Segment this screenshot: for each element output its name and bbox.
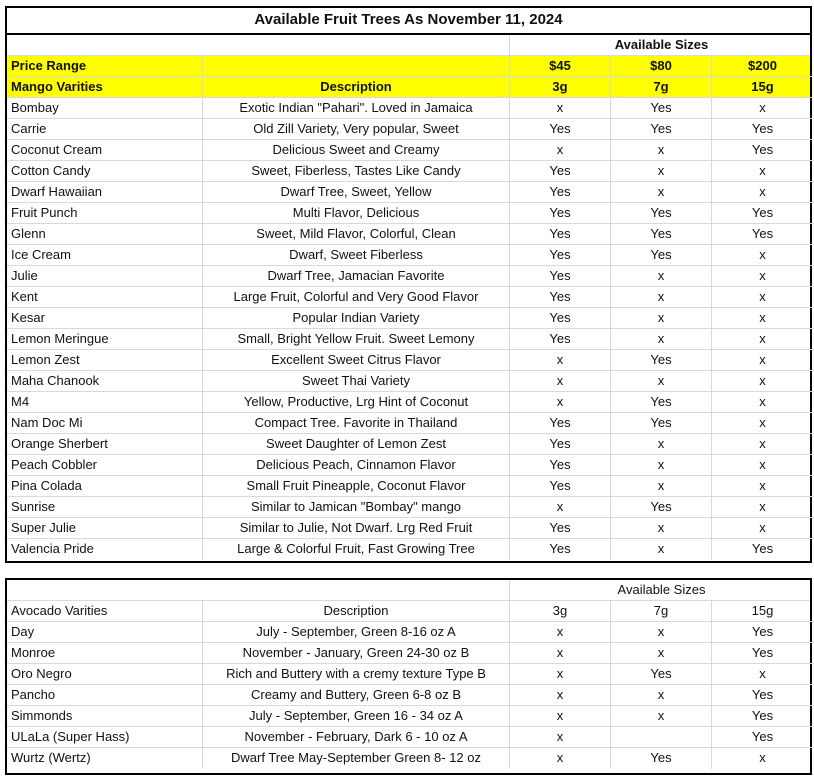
- variety-cell: Glenn: [7, 224, 203, 245]
- available-sizes-header: [7, 35, 810, 56]
- size-15g-cell: x: [712, 455, 813, 476]
- table-row: [7, 727, 810, 748]
- variety-cell: Orange Sherbert: [7, 434, 203, 455]
- size-7g-cell: x: [611, 371, 712, 392]
- size-3g-cell: x: [510, 727, 611, 748]
- size-7g-cell: Yes: [611, 748, 712, 769]
- mango-table-body: [7, 98, 810, 560]
- size-7g-cell: x: [611, 140, 712, 161]
- size-3g-cell: Yes: [510, 434, 611, 455]
- size-3g-cell: x: [510, 497, 611, 518]
- table-row: [7, 371, 810, 392]
- size-3g-cell: Yes: [510, 455, 611, 476]
- size-7g-cell: Yes: [611, 98, 712, 119]
- description-cell: November - February, Dark 6 - 10 oz A: [203, 727, 510, 748]
- size-15g-cell: x: [712, 287, 813, 308]
- size-15g-cell: Yes: [712, 643, 813, 664]
- description-cell: Sweet Thai Variety: [203, 371, 510, 392]
- column-header-7g: 7g: [611, 601, 712, 622]
- size-7g-cell: x: [611, 685, 712, 706]
- price-range-label: Price Range: [7, 56, 203, 77]
- variety-cell: Monroe: [7, 643, 203, 664]
- size-7g-cell: Yes: [611, 119, 712, 140]
- size-7g-cell: x: [611, 539, 712, 560]
- size-7g-cell: Yes: [611, 413, 712, 434]
- description-cell: July - September, Green 8-16 oz A: [203, 622, 510, 643]
- description-cell: Delicious Peach, Cinnamon Flavor: [203, 455, 510, 476]
- size-3g-cell: x: [510, 371, 611, 392]
- size-7g-cell: Yes: [611, 497, 712, 518]
- table-row: [7, 413, 810, 434]
- table-row: [7, 98, 810, 119]
- size-15g-cell: Yes: [712, 706, 813, 727]
- avocado-table-body: [7, 622, 810, 769]
- table-row: [7, 140, 810, 161]
- size-15g-cell: Yes: [712, 622, 813, 643]
- table-row: [7, 287, 810, 308]
- variety-cell: Bombay: [7, 98, 203, 119]
- price-range-row: [7, 56, 810, 77]
- description-cell: Small Fruit Pineapple, Coconut Flavor: [203, 476, 510, 497]
- variety-cell: Sunrise: [7, 497, 203, 518]
- size-3g-cell: x: [510, 622, 611, 643]
- size-15g-cell: x: [712, 518, 813, 539]
- variety-cell: Ice Cream: [7, 245, 203, 266]
- size-3g-cell: x: [510, 140, 611, 161]
- table-row: [7, 329, 810, 350]
- size-7g-cell: Yes: [611, 392, 712, 413]
- size-15g-cell: x: [712, 329, 813, 350]
- mango-column-headers: [7, 77, 810, 98]
- variety-cell: Simmonds: [7, 706, 203, 727]
- size-3g-cell: Yes: [510, 266, 611, 287]
- size-15g-cell: x: [712, 308, 813, 329]
- table-row: [7, 476, 810, 497]
- variety-cell: Julie: [7, 266, 203, 287]
- description-cell: Exotic Indian "Pahari". Loved in Jamaica: [203, 98, 510, 119]
- description-cell: Small, Bright Yellow Fruit. Sweet Lemony: [203, 329, 510, 350]
- column-header-15g: 15g: [712, 77, 813, 98]
- description-cell: November - January, Green 24-30 oz B: [203, 643, 510, 664]
- size-15g-cell: x: [712, 413, 813, 434]
- column-header-7g: 7g: [611, 77, 712, 98]
- table-row: [7, 266, 810, 287]
- description-cell: Dwarf Tree May-September Green 8- 12 oz: [203, 748, 510, 769]
- size-7g-cell: x: [611, 266, 712, 287]
- description-cell: Dwarf Tree, Jamacian Favorite: [203, 266, 510, 287]
- table-row: [7, 203, 810, 224]
- description-cell: Similar to Julie, Not Dwarf. Lrg Red Fruit: [203, 518, 510, 539]
- table-row: [7, 748, 810, 769]
- available-sizes-label: Available Sizes: [614, 37, 709, 52]
- size-15g-cell: x: [712, 98, 813, 119]
- size-7g-cell: x: [611, 434, 712, 455]
- variety-cell: Oro Negro: [7, 664, 203, 685]
- size-7g-cell: x: [611, 455, 712, 476]
- size-7g-cell: x: [611, 643, 712, 664]
- size-15g-cell: Yes: [712, 119, 813, 140]
- variety-cell: Coconut Cream: [7, 140, 203, 161]
- size-7g-cell: x: [611, 287, 712, 308]
- size-7g-cell: Yes: [611, 664, 712, 685]
- size-7g-cell: x: [611, 518, 712, 539]
- mango-table: [5, 6, 812, 563]
- table-row: [7, 392, 810, 413]
- size-15g-cell: Yes: [712, 140, 813, 161]
- size-3g-cell: Yes: [510, 287, 611, 308]
- description-cell: Compact Tree. Favorite in Thailand: [203, 413, 510, 434]
- table-row: [7, 497, 810, 518]
- size-3g-cell: Yes: [510, 476, 611, 497]
- size-3g-cell: x: [510, 664, 611, 685]
- variety-cell: Cotton Candy: [7, 161, 203, 182]
- table-row: [7, 182, 810, 203]
- description-cell: Sweet, Mild Flavor, Colorful, Clean: [203, 224, 510, 245]
- column-header-3g: 3g: [510, 77, 611, 98]
- size-15g-cell: x: [712, 245, 813, 266]
- size-15g-cell: x: [712, 182, 813, 203]
- size-15g-cell: x: [712, 434, 813, 455]
- avocado-column-headers: [7, 601, 810, 622]
- table-row: [7, 434, 810, 455]
- size-15g-cell: x: [712, 161, 813, 182]
- variety-cell: Super Julie: [7, 518, 203, 539]
- table-row: [7, 350, 810, 371]
- table-row: [7, 643, 810, 664]
- table-row: [7, 455, 810, 476]
- description-cell: Old Zill Variety, Very popular, Sweet: [203, 119, 510, 140]
- table-row: [7, 518, 810, 539]
- variety-cell: Kesar: [7, 308, 203, 329]
- size-7g-cell: x: [611, 476, 712, 497]
- column-header-description: Description: [203, 601, 510, 622]
- size-3g-cell: Yes: [510, 413, 611, 434]
- price-3g: $45: [510, 56, 611, 77]
- size-7g-cell: x: [611, 308, 712, 329]
- description-cell: Multi Flavor, Delicious: [203, 203, 510, 224]
- table-row: [7, 622, 810, 643]
- column-header-variety: Mango Varities: [7, 77, 203, 98]
- size-15g-cell: Yes: [712, 685, 813, 706]
- variety-cell: Pancho: [7, 685, 203, 706]
- table-row: [7, 664, 810, 685]
- sheet-title: Available Fruit Trees As November 11, 2024: [7, 8, 810, 35]
- size-15g-cell: x: [712, 266, 813, 287]
- table-row: [7, 539, 810, 560]
- column-header-3g: 3g: [510, 601, 611, 622]
- price-15g: $200: [712, 56, 813, 77]
- available-sizes-header: [7, 580, 810, 601]
- variety-cell: Wurtz (Wertz): [7, 748, 203, 769]
- variety-cell: Nam Doc Mi: [7, 413, 203, 434]
- description-cell: Large & Colorful Fruit, Fast Growing Tree: [203, 539, 510, 560]
- variety-cell: Kent: [7, 287, 203, 308]
- size-3g-cell: Yes: [510, 518, 611, 539]
- size-7g-cell: x: [611, 161, 712, 182]
- size-3g-cell: x: [510, 706, 611, 727]
- size-3g-cell: Yes: [510, 245, 611, 266]
- variety-cell: Pina Colada: [7, 476, 203, 497]
- variety-cell: Dwarf Hawaiian: [7, 182, 203, 203]
- size-15g-cell: Yes: [751, 541, 774, 556]
- size-15g-cell: Yes: [712, 727, 813, 748]
- description-cell: Yellow, Productive, Lrg Hint of Coconut: [203, 392, 510, 413]
- size-3g-cell: Yes: [510, 329, 611, 350]
- size-3g-cell: Yes: [510, 161, 611, 182]
- size-15g-cell: x: [712, 350, 813, 371]
- table-row: [7, 685, 810, 706]
- size-7g-cell: x: [611, 182, 712, 203]
- description-cell: Dwarf, Sweet Fiberless: [203, 245, 510, 266]
- description-cell: Creamy and Buttery, Green 6-8 oz B: [203, 685, 510, 706]
- table-row: [7, 706, 810, 727]
- size-7g-cell: Yes: [611, 245, 712, 266]
- size-15g-cell: x: [712, 497, 813, 518]
- column-header-15g: 15g: [712, 601, 813, 622]
- size-7g-cell: Yes: [611, 350, 712, 371]
- size-7g-cell: Yes: [611, 203, 712, 224]
- size-3g-cell: x: [510, 392, 611, 413]
- description-cell: Sweet Daughter of Lemon Zest: [203, 434, 510, 455]
- size-3g-cell: Yes: [510, 539, 611, 560]
- available-sizes-label: Available Sizes: [617, 582, 706, 597]
- description-cell: Delicious Sweet and Creamy: [203, 140, 510, 161]
- size-7g-cell: x: [611, 622, 712, 643]
- size-7g-cell: Yes: [611, 224, 712, 245]
- variety-cell: Maha Chanook: [7, 371, 203, 392]
- size-7g-cell: x: [611, 329, 712, 350]
- table-row: [7, 308, 810, 329]
- table-row: [7, 245, 810, 266]
- variety-cell: Valencia Pride: [7, 539, 203, 560]
- description-cell: Popular Indian Variety: [203, 308, 510, 329]
- description-cell: Sweet, Fiberless, Tastes Like Candy: [203, 161, 510, 182]
- variety-cell: ULaLa (Super Hass): [7, 727, 203, 748]
- description-cell: Dwarf Tree, Sweet, Yellow: [203, 182, 510, 203]
- avocado-table: [5, 578, 812, 775]
- size-3g-cell: x: [510, 685, 611, 706]
- variety-cell: Peach Cobbler: [7, 455, 203, 476]
- size-15g-cell: x: [712, 371, 813, 392]
- table-row: [7, 224, 810, 245]
- price-7g: $80: [611, 56, 712, 77]
- size-3g-cell: x: [510, 350, 611, 371]
- description-cell: Rich and Buttery with a cremy texture Type B: [203, 664, 510, 685]
- size-15g-cell: x: [712, 476, 813, 497]
- size-15g-cell: Yes: [712, 203, 813, 224]
- size-3g-cell: Yes: [510, 224, 611, 245]
- table-row: [7, 161, 810, 182]
- variety-cell: Lemon Meringue: [7, 329, 203, 350]
- size-3g-cell: Yes: [510, 203, 611, 224]
- size-3g-cell: x: [510, 748, 611, 769]
- variety-cell: Day: [7, 622, 203, 643]
- variety-cell: Lemon Zest: [7, 350, 203, 371]
- variety-cell: Carrie: [7, 119, 203, 140]
- size-3g-cell: Yes: [510, 308, 611, 329]
- size-15g-cell: x: [712, 664, 813, 685]
- size-7g-cell: x: [611, 706, 712, 727]
- description-cell: Excellent Sweet Citrus Flavor: [203, 350, 510, 371]
- description-cell: July - September, Green 16 - 34 oz A: [203, 706, 510, 727]
- size-3g-cell: Yes: [510, 182, 611, 203]
- description-cell: Similar to Jamican "Bombay" mango: [203, 497, 510, 518]
- size-3g-cell: Yes: [510, 119, 611, 140]
- size-15g-cell: Yes: [712, 224, 813, 245]
- size-15g-cell: x: [712, 392, 813, 413]
- size-3g-cell: x: [510, 98, 611, 119]
- column-header-description: Description: [203, 77, 510, 98]
- size-7g-cell: [611, 727, 712, 748]
- variety-cell: Fruit Punch: [7, 203, 203, 224]
- table-row: [7, 119, 810, 140]
- description-cell: Large Fruit, Colorful and Very Good Flavor: [203, 287, 510, 308]
- size-3g-cell: x: [510, 643, 611, 664]
- size-15g-cell: x: [759, 750, 766, 765]
- column-header-variety: Avocado Varities: [7, 601, 203, 622]
- variety-cell: M4: [7, 392, 203, 413]
